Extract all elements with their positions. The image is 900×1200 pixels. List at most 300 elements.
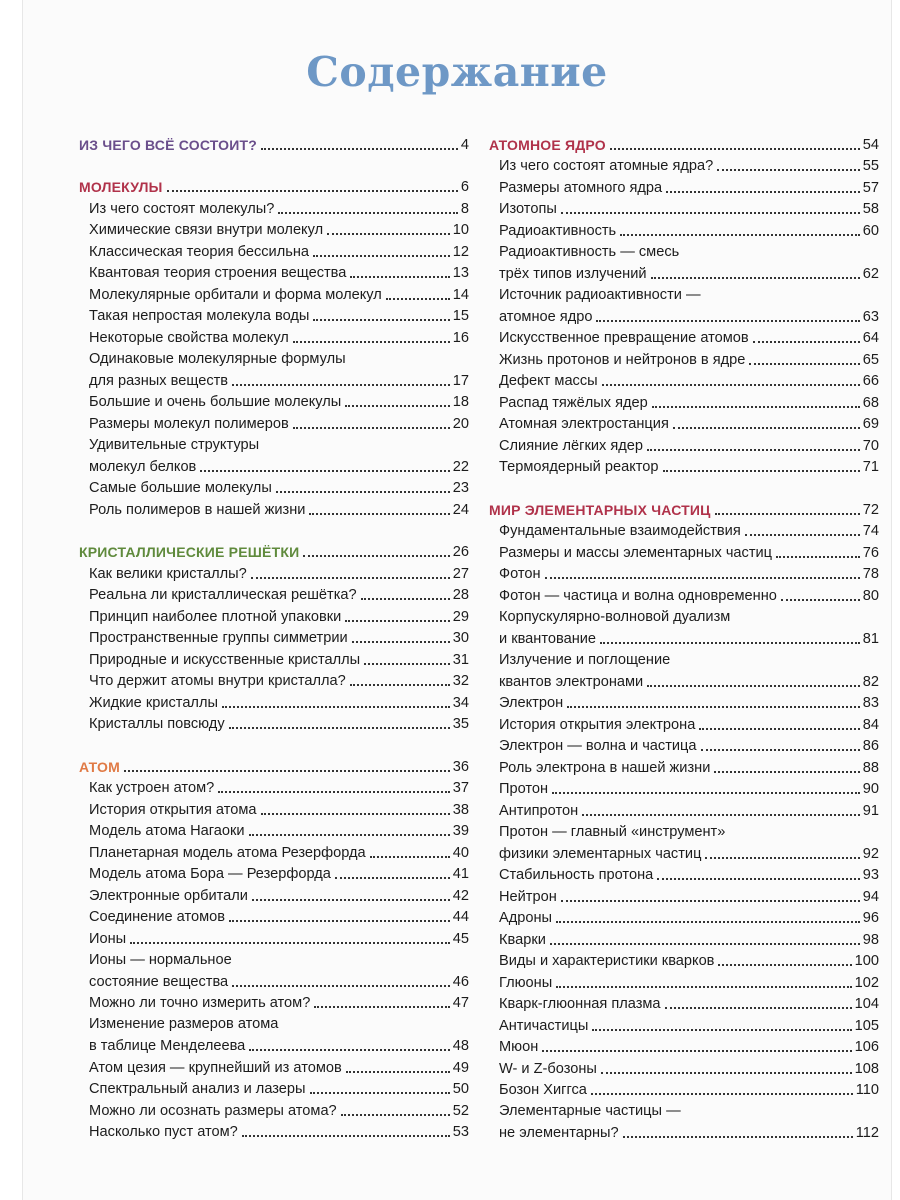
page-number: 108 <box>854 1060 879 1077</box>
dot-leader <box>699 728 859 730</box>
section-title: ИЗ ЧЕГО ВСЁ СОСТОИТ? <box>79 136 258 153</box>
toc-entry-title: Из чего состоят молекулы? <box>89 200 275 217</box>
dot-leader <box>705 857 859 859</box>
toc-entry[interactable] <box>79 325 469 347</box>
page-number: 105 <box>854 1017 879 1034</box>
dot-leader <box>293 341 450 343</box>
dot-leader <box>545 577 860 579</box>
dot-leader <box>718 964 851 966</box>
toc-entry[interactable] <box>79 991 469 1013</box>
page-number: 13 <box>452 265 469 281</box>
toc-entry-title: Античастицы <box>499 1017 589 1034</box>
toc-entry[interactable] <box>489 583 879 605</box>
toc-entry-title: Планетарная модель атома Резерфорда <box>89 844 366 861</box>
toc-entry-title: Фотон — частица и волна одновременно <box>499 587 777 604</box>
toc-entry-first-line[interactable]: Удивительные структуры <box>89 436 260 453</box>
page-number: 68 <box>862 394 879 411</box>
dot-leader <box>352 641 450 643</box>
toc-entry[interactable] <box>79 1077 469 1099</box>
page-number: 26 <box>452 544 469 560</box>
page-number: 16 <box>452 329 469 346</box>
toc-entry[interactable] <box>489 412 879 434</box>
toc-entry-title: трёх типов излучений <box>499 265 647 282</box>
toc-entry[interactable] <box>79 561 469 583</box>
toc-entry[interactable] <box>489 755 879 777</box>
toc-entry[interactable] <box>489 734 879 756</box>
toc-entry[interactable] <box>489 261 879 283</box>
dot-leader <box>592 1029 851 1031</box>
toc-entry[interactable] <box>489 669 879 691</box>
page-number: 100 <box>854 953 879 969</box>
toc-entry[interactable] <box>489 992 879 1014</box>
page-number: 37 <box>452 780 469 796</box>
dot-leader <box>651 277 860 279</box>
page-number: 81 <box>862 630 879 647</box>
page-number: 20 <box>452 415 469 432</box>
toc-entry[interactable] <box>489 1056 879 1078</box>
page-number: 54 <box>862 136 879 153</box>
page-number: 112 <box>855 1125 879 1141</box>
toc-entry[interactable] <box>79 1055 469 1077</box>
dot-leader <box>717 169 860 171</box>
section-heading-row[interactable] <box>79 540 469 562</box>
dot-leader <box>561 900 860 902</box>
toc-entry[interactable] <box>79 476 469 498</box>
page-number: 58 <box>862 201 879 217</box>
toc-entry[interactable] <box>79 776 469 798</box>
toc-section-crystals <box>79 540 469 734</box>
toc-entry[interactable] <box>79 862 469 884</box>
dot-leader <box>610 148 860 150</box>
page-number: 4 <box>460 136 469 153</box>
page-number: 65 <box>862 351 879 368</box>
page-number: 30 <box>452 630 469 646</box>
page-number: 46 <box>452 973 469 990</box>
toc-entry-title: Изотопы <box>499 201 557 217</box>
toc-entry-title: Квантовая теория строения вещества <box>89 265 347 281</box>
toc-entry-title: Жизнь протонов и нейтронов в ядре <box>499 351 746 368</box>
dot-leader <box>124 770 450 772</box>
page-number: 52 <box>452 1102 469 1119</box>
dot-leader <box>242 1135 450 1137</box>
toc-entry-title: Как велики кристаллы? <box>89 565 247 582</box>
toc-entry[interactable] <box>79 926 469 948</box>
toc-entry-title: Размеры молекул полимеров <box>89 415 289 432</box>
toc-entry-title: Мюон <box>499 1039 539 1055</box>
toc-entry-title: Дефект массы <box>499 373 598 389</box>
toc-entry-title: Стабильность протона <box>499 867 654 883</box>
dot-leader <box>130 942 450 944</box>
toc-entry[interactable] <box>79 883 469 905</box>
toc-entry-title: Спектральный анализ и лазеры <box>89 1081 306 1097</box>
toc-entry[interactable] <box>489 712 879 734</box>
page-number: 44 <box>452 909 469 925</box>
page-number: 55 <box>862 158 879 174</box>
section-title: МОЛЕКУЛЫ <box>79 179 163 195</box>
toc-entry-first-line[interactable]: Корпускулярно-волновой дуализм <box>499 608 731 625</box>
dot-leader <box>663 470 860 472</box>
page-number: 42 <box>452 887 469 904</box>
toc-entry[interactable] <box>79 218 469 240</box>
dot-leader <box>582 814 860 816</box>
toc-entry-title: молекул белков <box>89 458 197 475</box>
page-number: 17 <box>452 372 469 389</box>
toc-entry[interactable] <box>489 906 879 928</box>
toc-entry-title: W- и Z-бозоны <box>499 1060 597 1077</box>
toc-entry-title: Распад тяжёлых ядер <box>499 394 648 411</box>
dot-leader <box>293 427 450 429</box>
page-number: 93 <box>862 867 879 883</box>
page-number: 83 <box>862 695 879 711</box>
dot-leader <box>364 663 450 665</box>
toc-entry[interactable] <box>79 261 469 283</box>
page-number: 35 <box>452 716 469 732</box>
toc-entry[interactable] <box>489 197 879 219</box>
dot-leader <box>550 943 860 945</box>
page-number: 76 <box>862 544 879 561</box>
toc-entry-title: Роль электрона в нашей жизни <box>499 759 711 776</box>
toc-section-nucleus <box>489 132 879 476</box>
page-title: Содержание <box>306 48 608 96</box>
toc-entry[interactable] <box>489 304 879 326</box>
section-heading-row[interactable] <box>79 754 469 776</box>
toc-entry[interactable] <box>489 347 879 369</box>
page-number: 38 <box>452 801 469 818</box>
toc-entry-title: История открытия атома <box>89 801 257 818</box>
toc-entry-first-line[interactable]: Элементарные частицы — <box>499 1103 681 1119</box>
page-number: 50 <box>452 1081 469 1097</box>
toc-section-particles <box>489 497 879 1142</box>
page-number: 63 <box>862 308 879 325</box>
dot-leader <box>652 406 860 408</box>
dot-leader <box>673 427 860 429</box>
dot-leader <box>370 856 450 858</box>
section-title: АТОМНОЕ ЯДРО <box>489 136 606 153</box>
page-number: 22 <box>452 458 469 475</box>
dot-leader <box>556 986 851 988</box>
page-number: 94 <box>862 888 879 905</box>
toc-entry[interactable] <box>489 175 879 197</box>
toc-entry[interactable] <box>489 1013 879 1035</box>
toc-entry[interactable] <box>489 626 879 648</box>
toc-section-what <box>79 132 469 154</box>
page-number: 24 <box>452 501 469 518</box>
page-number: 80 <box>862 587 879 604</box>
section-heading-row[interactable] <box>489 497 879 519</box>
dot-leader <box>556 921 860 923</box>
dot-leader <box>249 834 450 836</box>
toc-entry[interactable] <box>489 390 879 412</box>
toc-entry-first-line[interactable]: Излучение и поглощение <box>499 651 671 668</box>
dot-leader <box>303 555 449 557</box>
dot-leader <box>749 363 859 365</box>
toc-entry-title: Слияние лёгких ядер <box>499 437 643 454</box>
toc-entry-title: Размеры и массы элементарных частиц <box>499 544 773 561</box>
toc-entry[interactable] <box>489 1035 879 1057</box>
toc-entry[interactable] <box>79 304 469 326</box>
page-number: 78 <box>862 566 879 582</box>
toc-entry-title: Нейтрон <box>499 888 557 905</box>
toc-entry-title: Размеры атомного ядра <box>499 179 663 196</box>
toc-entry-title: Кристаллы повсюду <box>89 716 225 732</box>
page-number: 72 <box>862 501 879 518</box>
toc-entry[interactable] <box>79 905 469 927</box>
dot-leader <box>715 513 860 515</box>
toc-entry[interactable] <box>489 884 879 906</box>
dot-leader <box>313 255 450 257</box>
page-number: 69 <box>862 416 879 432</box>
toc-entry[interactable] <box>489 455 879 477</box>
toc-entry[interactable] <box>79 497 469 519</box>
dot-leader <box>601 1072 852 1074</box>
dot-leader <box>341 1114 450 1116</box>
dot-leader <box>647 449 860 451</box>
toc-entry-title: Классическая теория бессильна <box>89 243 310 260</box>
toc-entry-title: Можно ли точно измерить атом? <box>89 995 311 1011</box>
page-number: 92 <box>862 845 879 862</box>
toc-entry[interactable] <box>489 540 879 562</box>
toc-entry[interactable] <box>79 411 469 433</box>
dot-leader <box>781 599 860 601</box>
page-number: 84 <box>862 716 879 733</box>
toc-entry[interactable] <box>489 927 879 949</box>
toc-entry[interactable] <box>79 196 469 218</box>
page-number: 41 <box>452 866 469 882</box>
page-number: 102 <box>854 974 879 991</box>
toc-entry[interactable] <box>79 583 469 605</box>
dot-leader <box>218 791 450 793</box>
toc-entry-title: Роль полимеров в нашей жизни <box>89 501 306 518</box>
page-number: 34 <box>452 694 469 711</box>
toc-entry-title: Кварк-глюонная плазма <box>499 996 661 1012</box>
toc-section-molecules <box>79 175 469 519</box>
page-number: 106 <box>854 1039 879 1055</box>
toc-entry-title: Насколько пуст атом? <box>89 1124 238 1140</box>
page-number: 23 <box>452 480 469 496</box>
toc-entry[interactable] <box>489 218 879 240</box>
toc-entry[interactable] <box>489 691 879 713</box>
dot-leader <box>229 920 450 922</box>
toc-entry[interactable] <box>489 1078 879 1100</box>
toc-entry[interactable] <box>79 669 469 691</box>
dot-leader <box>665 1007 852 1009</box>
toc-entry[interactable] <box>79 840 469 862</box>
dot-leader <box>361 598 450 600</box>
dot-leader <box>249 1049 449 1051</box>
dot-leader <box>200 470 449 472</box>
dot-leader <box>600 642 860 644</box>
dot-leader <box>591 1093 853 1095</box>
toc-entry-title: Адроны <box>499 910 553 926</box>
dot-leader <box>552 792 860 794</box>
page-number: 88 <box>862 759 879 776</box>
toc-entry-title: и квантование <box>499 630 597 647</box>
page-number: 6 <box>460 179 469 195</box>
toc-entry-title: Кварки <box>499 931 546 948</box>
page-number: 15 <box>452 308 469 324</box>
page-number: 12 <box>452 243 469 260</box>
page-number: 104 <box>854 996 879 1012</box>
toc-entry[interactable] <box>489 433 879 455</box>
page-number: 60 <box>862 222 879 239</box>
toc-entry[interactable] <box>489 777 879 799</box>
toc-entry[interactable] <box>79 368 469 390</box>
toc-entry-title: Самые большие молекулы <box>89 480 272 496</box>
toc-entry[interactable] <box>79 239 469 261</box>
toc-entry-title: Модель атома Бора — Резерфорда <box>89 866 331 882</box>
toc-entry-title: Некоторые свойства молекул <box>89 329 289 346</box>
dot-leader <box>261 813 450 815</box>
dot-leader <box>309 513 449 515</box>
dot-leader <box>345 620 449 622</box>
page-number: 36 <box>452 758 469 775</box>
toc-entry[interactable] <box>79 690 469 712</box>
toc-entry-first-line[interactable]: Одинаковые молекулярные формулы <box>89 350 346 367</box>
dot-leader <box>596 320 859 322</box>
toc-entry[interactable] <box>489 154 879 176</box>
toc-entry-title: в таблице Менделеева <box>89 1038 246 1054</box>
dot-leader <box>232 384 450 386</box>
toc-entry-title: Пространственные группы симметрии <box>89 630 348 646</box>
dot-leader <box>620 234 860 236</box>
section-heading-row[interactable] <box>79 132 469 154</box>
toc-entry-title: Термоядерный реактор <box>499 459 659 475</box>
toc-entry-title: Большие и очень большие молекулы <box>89 394 342 410</box>
page-number: 71 <box>862 459 879 475</box>
page-number: 40 <box>452 844 469 861</box>
toc-entry[interactable] <box>489 1121 879 1143</box>
page-number: 57 <box>862 179 879 196</box>
dot-leader <box>310 1092 450 1094</box>
page-number: 31 <box>452 651 469 668</box>
page <box>22 0 892 1200</box>
toc-entry-title: физики элементарных частиц <box>499 845 702 862</box>
toc-entry-title: атомное ядро <box>499 308 593 325</box>
toc-entry-title: Электронные орбитали <box>89 887 248 904</box>
toc-entry-title: Молекулярные орбитали и форма молекул <box>89 286 382 303</box>
toc-entry-title: Такая непростая молекула воды <box>89 308 310 324</box>
page-number: 14 <box>452 286 469 303</box>
dot-leader <box>276 491 450 493</box>
toc-entry-title: Природные и искусственные кристаллы <box>89 651 361 668</box>
page-number: 86 <box>862 738 879 754</box>
toc-entry[interactable] <box>79 819 469 841</box>
toc-entry-first-line[interactable]: Ионы — нормальное <box>89 951 232 968</box>
dot-leader <box>701 749 860 751</box>
toc-entry[interactable] <box>489 798 879 820</box>
toc-entry-first-line[interactable]: Радиоактивность — смесь <box>499 243 680 260</box>
toc-entry-title: Радиоактивность <box>499 222 617 239</box>
toc-entry-title: Протон <box>499 781 549 797</box>
toc-entry[interactable] <box>79 626 469 648</box>
dot-leader <box>561 212 860 214</box>
dot-leader <box>350 684 450 686</box>
dot-leader <box>567 706 860 708</box>
dot-leader <box>167 190 458 192</box>
toc-entry[interactable] <box>79 454 469 476</box>
dot-leader <box>251 577 450 579</box>
dot-leader <box>252 899 450 901</box>
toc-entry-title: Виды и характеристики кварков <box>499 953 715 969</box>
toc-entry-title: Принцип наиболее плотной упаковки <box>89 608 342 625</box>
toc-entry[interactable] <box>489 326 879 348</box>
toc-entry[interactable] <box>79 797 469 819</box>
page-number: 28 <box>452 587 469 603</box>
section-heading-row[interactable] <box>79 175 469 197</box>
toc-entry[interactable] <box>79 390 469 412</box>
toc-entry[interactable] <box>489 841 879 863</box>
toc-entry-title: Химические связи внутри молекул <box>89 222 324 238</box>
toc-entry[interactable] <box>489 863 879 885</box>
toc-entry[interactable] <box>79 1034 469 1056</box>
page-number: 66 <box>862 373 879 389</box>
toc-left-column <box>79 132 469 1152</box>
page-number: 39 <box>452 823 469 839</box>
page-number: 10 <box>452 222 469 238</box>
toc-entry[interactable] <box>489 562 879 584</box>
dot-leader <box>386 298 450 300</box>
toc-entry-title: Бозон Хиггса <box>499 1082 587 1098</box>
toc-entry[interactable] <box>489 970 879 992</box>
toc-entry[interactable] <box>79 604 469 626</box>
section-title: МИР ЭЛЕМЕНТАРНЫХ ЧАСТИЦ <box>489 501 711 518</box>
toc-entry[interactable] <box>79 647 469 669</box>
dot-leader <box>666 191 860 193</box>
toc-entry[interactable] <box>79 712 469 734</box>
toc-entry-title: Атомная электростанция <box>499 416 669 432</box>
page-number: 90 <box>862 781 879 797</box>
toc-entry-title: квантов электронами <box>499 673 644 690</box>
toc-entry-title: Электрон — волна и частица <box>499 738 697 754</box>
dot-leader <box>261 148 458 150</box>
toc-entry-title: Ионы <box>89 930 127 947</box>
dot-leader <box>542 1050 851 1052</box>
toc-entry[interactable] <box>79 1120 469 1142</box>
dot-leader <box>346 1071 450 1073</box>
dot-leader <box>776 556 860 558</box>
toc-entry-title: Искусственное превращение атомов <box>499 330 749 346</box>
toc-entry-title: Модель атома Нагаоки <box>89 823 245 839</box>
toc-entry-title: Что держит атомы внутри кристалла? <box>89 673 346 689</box>
toc-entry-title: Соединение атомов <box>89 909 226 925</box>
toc-entry[interactable] <box>489 369 879 391</box>
toc-entry[interactable] <box>79 969 469 991</box>
toc-entry[interactable] <box>79 282 469 304</box>
page-number: 29 <box>452 608 469 625</box>
dot-leader <box>602 384 860 386</box>
toc-entry-title: Антипротон <box>499 802 579 819</box>
toc-entry[interactable] <box>79 1098 469 1120</box>
dot-leader <box>657 878 860 880</box>
page-number: 64 <box>862 330 879 346</box>
toc-entry[interactable] <box>489 949 879 971</box>
page-number: 27 <box>452 565 469 582</box>
toc-entry-first-line[interactable]: Протон — главный «инструмент» <box>499 823 726 840</box>
toc-entry-title: Глюоны <box>499 974 553 991</box>
section-heading-row[interactable] <box>489 132 879 154</box>
toc-entry-title: Как устроен атом? <box>89 780 215 796</box>
page-number: 45 <box>452 930 469 947</box>
dot-leader <box>327 233 450 235</box>
toc-entry-first-line[interactable]: Изменение размеров атома <box>89 1016 279 1032</box>
dot-leader <box>232 985 450 987</box>
dot-leader <box>314 1006 449 1008</box>
toc-entry-title: Можно ли осознать размеры атома? <box>89 1102 337 1119</box>
toc-entry-first-line[interactable]: Источник радиоактивности — <box>499 286 701 303</box>
dot-leader <box>745 534 860 536</box>
page-number: 53 <box>452 1124 469 1140</box>
toc-entry[interactable] <box>489 519 879 541</box>
